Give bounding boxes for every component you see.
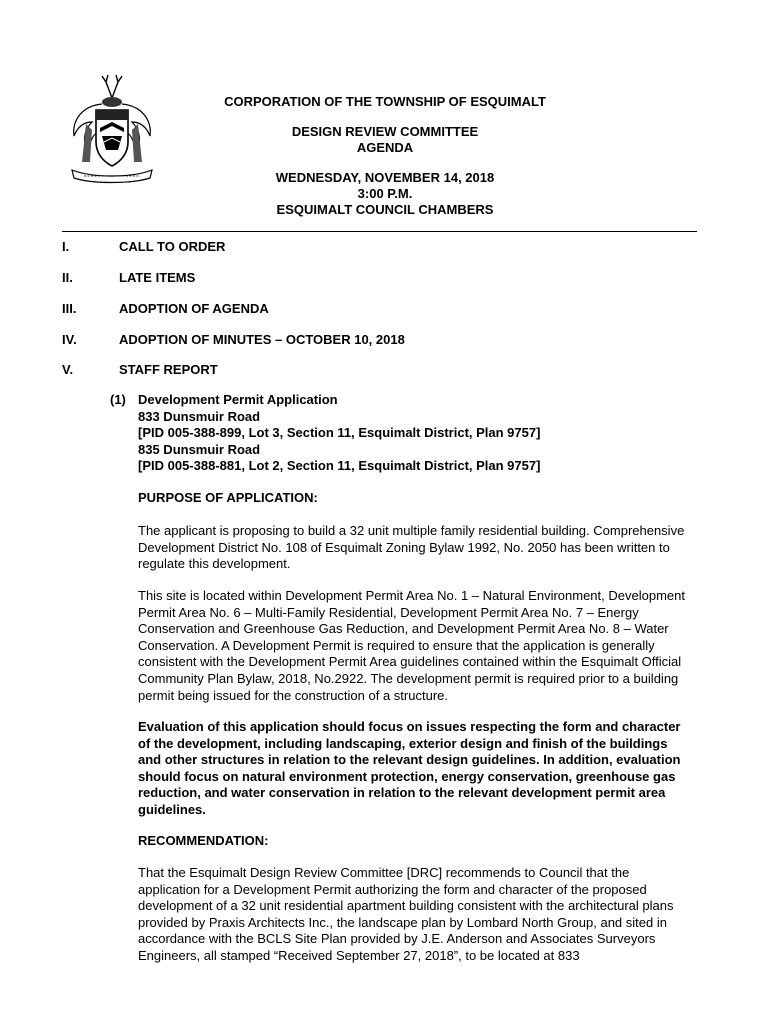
subitem-line: 835 Dunsmuir Road [138, 441, 261, 457]
agenda-item-title: ADOPTION OF MINUTES – OCTOBER 10, 2018 [119, 332, 405, 347]
document-type: AGENDA [356, 140, 414, 155]
township-crest-logo [62, 70, 162, 190]
agenda-header [160, 94, 610, 232]
subitem-number: (1) [110, 392, 126, 407]
evaluation-paragraph: Evaluation of this application should focus on issues respecting the form and character of the development, including landscaping, exterior design and finish of the buildings and other structures in relation to the relevant design guidelines. In addition, evaluation should focus on natural environment protection, energy conservation, greenhouse gas reduction, and water conservation in relation to the relevant development permit area guidelines. [138, 719, 681, 817]
subitem-line: 833 Dunsmuir Road [138, 408, 261, 424]
recommendation-heading: RECOMMENDATION: [138, 833, 269, 848]
agenda-item-number: I. [62, 239, 70, 254]
subitem-line: [PID 005-388-881, Lot 2, Section 11, Esquimalt District, Plan 9757] [138, 458, 541, 473]
agenda-item-number: III. [62, 301, 77, 316]
agenda-item-number: V. [62, 362, 74, 377]
committee-name: DESIGN REVIEW COMMITTEE [291, 124, 479, 139]
agenda-item-title: ADOPTION OF AGENDA [119, 301, 269, 316]
purpose-paragraph: The applicant is proposing to build a 32 unit multiple family residential building. Comprehensive Development District No. 108 of Esquimalt Zoning Bylaw 1992, No. 2050 has been written to regulate this development. [138, 523, 685, 572]
subitem-line: Development Permit Application [138, 392, 338, 407]
agenda-item-title: LATE ITEMS [119, 270, 196, 285]
purpose-heading: PURPOSE OF APPLICATION: [138, 490, 318, 505]
organization-name: CORPORATION OF THE TOWNSHIP OF ESQUIMALT [224, 94, 546, 109]
purpose-paragraph: This site is located within Development Permit Area No. 1 – Natural Environment, Development Permit Area No. 6 – Multi-Family Residential, Development Permit Area No. 7 – Energy Conservation and Greenhouse Gas Reduction, and Development Permit Area No. 8 – Water Conservation. A Development Permit is required to ensure that the application is generally consistent with the Development Permit Area guidelines contained within the Esquimalt Official Community Plan Bylaw, 2018, No.2922. The development permit is required prior to a building permit being issued for the construction of a structure. [138, 588, 685, 703]
recommendation-paragraph: That the Esquimalt Design Review Committee [DRC] recommends to Council that the application for a Development Permit authorizing the form and character of the proposed development of a 32 unit residential apartment building consistent with the architectural plans provided by Praxis Architects Inc., the landscape plan by Lombard North Group, and sited in accordance with the BCLS Site Plan provided by J.E. Anderson and Associates Surveyors Engineers, all stamped “Received September 27, 2018”, to be located at 833 [138, 865, 674, 963]
meeting-time: 3:00 P.M. [357, 186, 413, 201]
agenda-item-number: II. [62, 270, 73, 285]
agenda-item-title: STAFF REPORT [119, 362, 218, 377]
agenda-item-number: IV. [62, 332, 77, 347]
meeting-date: WEDNESDAY, NOVEMBER 14, 2018 [275, 170, 495, 185]
agenda-item-title: CALL TO ORDER [119, 239, 226, 254]
meeting-location: ESQUIMALT COUNCIL CHAMBERS [276, 202, 494, 217]
header-divider [62, 231, 697, 232]
subitem-line: [PID 005-388-899, Lot 3, Section 11, Esquimalt District, Plan 9757] [138, 425, 541, 440]
